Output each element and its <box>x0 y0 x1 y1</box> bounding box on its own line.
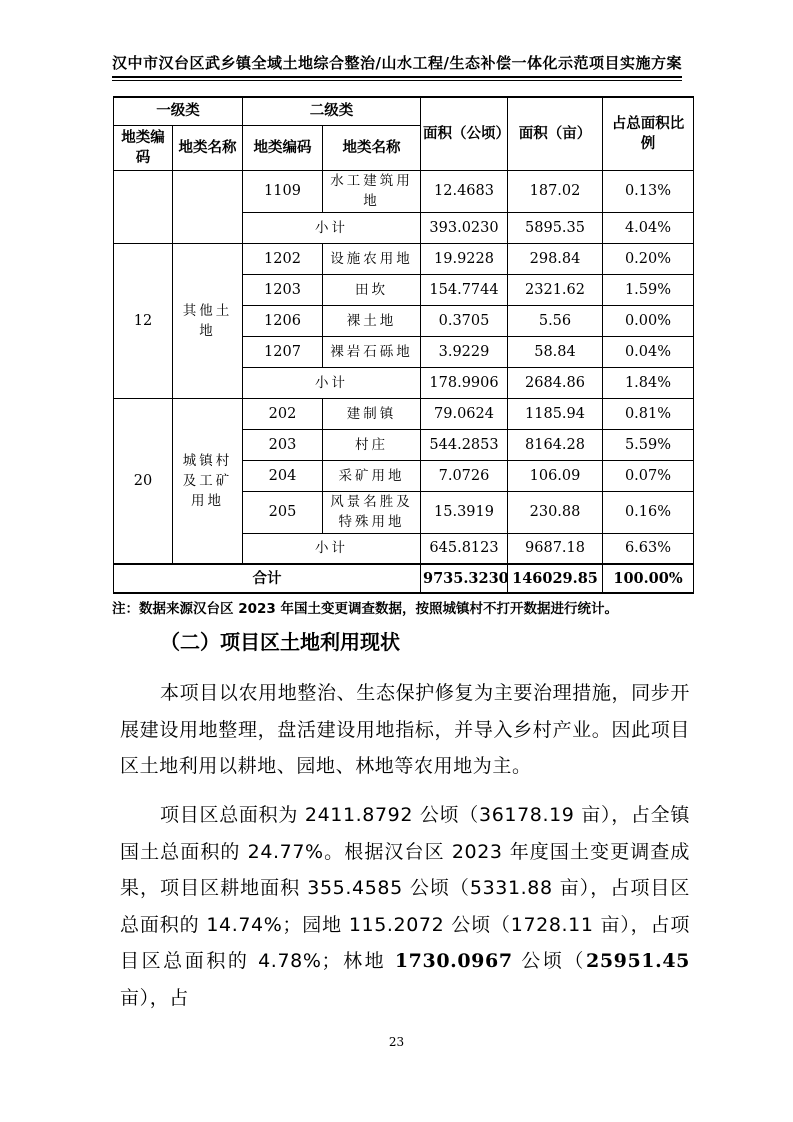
row-area-mu: 5.56 <box>508 305 603 336</box>
row-area-ha: 12.4683 <box>421 170 508 212</box>
subtotal-area-mu: 2684.86 <box>508 367 603 398</box>
row-name: 设施农用地 <box>323 243 421 274</box>
subtotal-label: 小计 <box>243 212 421 243</box>
row-name: 田坎 <box>323 274 421 305</box>
row-ratio: 0.07% <box>603 460 694 491</box>
row-name: 水工建筑用地 <box>323 170 421 212</box>
header-name1: 地类名称 <box>173 125 243 170</box>
table-note: 注：数据来源汉台区 2023 年国土变更调查数据，按照城镇村不打开数据进行统计。 <box>112 601 618 617</box>
row-code: 203 <box>243 429 323 460</box>
row-ratio: 0.20% <box>603 243 694 274</box>
subtotal-area-ha: 645.8123 <box>421 533 508 564</box>
paragraph-2-text-mid: 公顷（ <box>512 950 587 972</box>
row-area-ha: 3.9229 <box>421 336 508 367</box>
section-heading: （二）项目区土地利用现状 <box>160 630 400 654</box>
row-code: 204 <box>243 460 323 491</box>
row-name: 风景名胜及特殊用地 <box>323 491 421 533</box>
subtotal-area-mu: 5895.35 <box>508 212 603 243</box>
row-area-ha: 544.2853 <box>421 429 508 460</box>
row-area-mu: 1185.94 <box>508 398 603 429</box>
group-c-name: 城镇村及工矿用地 <box>173 398 243 564</box>
subtotal-area-ha: 393.0230 <box>421 212 508 243</box>
row-area-ha: 7.0726 <box>421 460 508 491</box>
row-code: 1203 <box>243 274 323 305</box>
row-code: 1202 <box>243 243 323 274</box>
subtotal-ratio: 6.63% <box>603 533 694 564</box>
header-rule-thick <box>112 76 682 78</box>
total-ratio: 100.00% <box>603 564 694 593</box>
row-area-ha: 154.7744 <box>421 274 508 305</box>
forest-area-ha: 1730.0967 <box>394 950 513 972</box>
group-a-code <box>114 170 173 243</box>
row-code: 1207 <box>243 336 323 367</box>
row-ratio: 0.04% <box>603 336 694 367</box>
row-ratio: 0.16% <box>603 491 694 533</box>
subtotal-ratio: 1.84% <box>603 367 694 398</box>
row-area-mu: 298.84 <box>508 243 603 274</box>
header-name2: 地类名称 <box>323 125 421 170</box>
header-rule-thin <box>112 80 682 81</box>
row-name: 建制镇 <box>323 398 421 429</box>
row-area-ha: 15.3919 <box>421 491 508 533</box>
table-row <box>114 170 694 212</box>
header-second-level: 二级类 <box>243 97 421 125</box>
row-ratio: 0.00% <box>603 305 694 336</box>
header-area-ha: 面积（公顷） <box>421 97 508 170</box>
row-ratio: 0.13% <box>603 170 694 212</box>
subtotal-ratio: 4.04% <box>603 212 694 243</box>
row-area-mu: 8164.28 <box>508 429 603 460</box>
row-name: 裸岩石砾地 <box>323 336 421 367</box>
subtotal-area-mu: 9687.18 <box>508 533 603 564</box>
paragraph-2-text-before: 项目区总面积为 2411.8792 公顷（36178.19 亩），占全镇国土总面积的 24.77%。根据汉台区 2023 年度国土变更调查成果，项目区耕地面积 355.4585 公顷（5331.88 亩），占项目区总面积的 14.74%；园地 115.2072 公顷（1728.11 亩），占项目区总面积的 4.78%；林地 <box>120 804 690 972</box>
total-row <box>114 564 694 593</box>
row-name: 裸土地 <box>323 305 421 336</box>
group-b-code: 12 <box>114 243 173 398</box>
table-row <box>114 243 694 274</box>
header-ratio: 占总面积比例 <box>603 97 694 170</box>
subtotal-label: 小计 <box>243 533 421 564</box>
row-code: 202 <box>243 398 323 429</box>
row-code: 1206 <box>243 305 323 336</box>
row-ratio: 0.81% <box>603 398 694 429</box>
row-ratio: 5.59% <box>603 429 694 460</box>
row-area-mu: 2321.62 <box>508 274 603 305</box>
row-area-mu: 230.88 <box>508 491 603 533</box>
header-area-mu: 面积（亩） <box>508 97 603 170</box>
header-code1: 地类编码 <box>114 125 173 170</box>
total-area-ha: 9735.3230 <box>421 564 508 593</box>
paragraph-2 <box>120 797 690 1016</box>
paragraph-2-text-after: 亩），占 <box>120 986 189 1009</box>
row-name: 采矿用地 <box>323 460 421 491</box>
row-area-ha: 0.3705 <box>421 305 508 336</box>
row-area-mu: 106.09 <box>508 460 603 491</box>
total-area-mu: 146029.85 <box>508 564 603 593</box>
row-area-ha: 19.9228 <box>421 243 508 274</box>
row-ratio: 1.59% <box>603 274 694 305</box>
document-header-title: 汉中市汉台区武乡镇全域土地综合整治/山水工程/生态补偿一体化示范项目实施方案 <box>112 54 682 72</box>
table-row <box>114 398 694 429</box>
row-code: 1109 <box>243 170 323 212</box>
header-code2: 地类编码 <box>243 125 323 170</box>
paragraph-1: 本项目以农用地整治、生态保护修复为主要治理措施，同步开展建设用地整理，盘活建设用地指标，并导入乡村产业。因此项目区土地利用以耕地、园地、林地等农用地为主。 <box>120 682 690 777</box>
page-number: 23 <box>388 1035 405 1049</box>
subtotal-label: 小计 <box>243 367 421 398</box>
land-use-table <box>113 96 694 594</box>
row-area-mu: 187.02 <box>508 170 603 212</box>
group-b-name: 其他土地 <box>173 243 243 398</box>
subtotal-area-ha: 178.9906 <box>421 367 508 398</box>
group-c-code: 20 <box>114 398 173 564</box>
row-code: 205 <box>243 491 323 533</box>
row-area-mu: 58.84 <box>508 336 603 367</box>
header-first-level: 一级类 <box>114 97 243 125</box>
forest-area-mu: 25951.45 <box>586 950 690 972</box>
total-label: 合计 <box>114 564 421 593</box>
row-name: 村庄 <box>323 429 421 460</box>
group-a-name <box>173 170 243 243</box>
row-area-ha: 79.0624 <box>421 398 508 429</box>
